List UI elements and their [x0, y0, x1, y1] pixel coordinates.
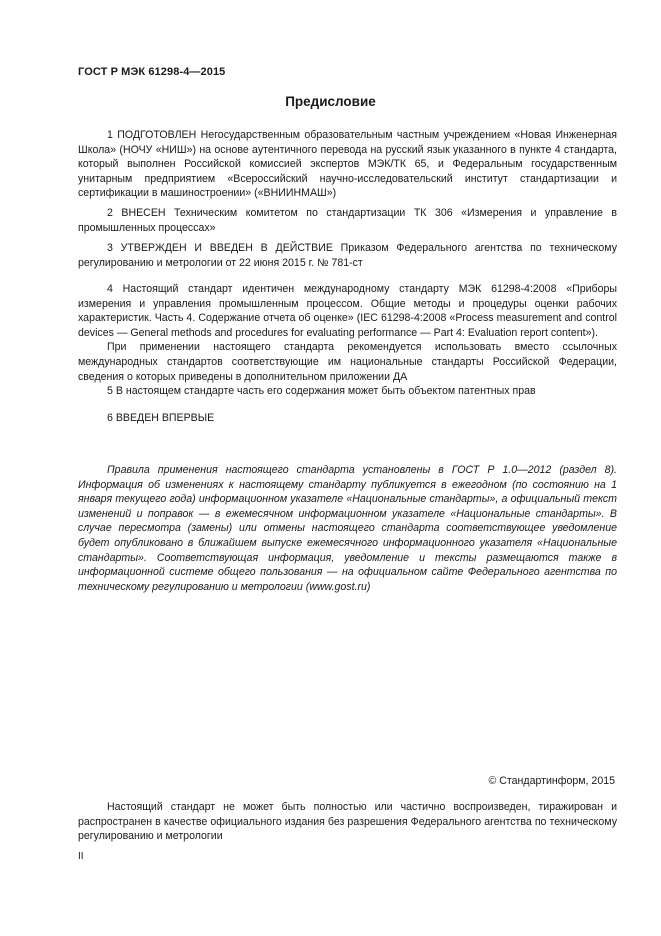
- reproduction-notice-text: Настоящий стандарт не может быть полностью или частично воспроизведен, тиражирован и распространен в качестве официального издания без разрешения Федерального агентства по техническому регулированию и метрологии: [78, 801, 617, 843]
- foreword-item-6: [78, 411, 617, 426]
- copyright: © Стандартинформ, 2015: [488, 775, 615, 787]
- item-text: 1 ПОДГОТОВЛЕН Негосударственным образовательным частным учреждением «Новая Инженерная Школа» (НОЧУ «НИШ») на основе аутентичного перевода на русский язык указанного в пункте 4 стандарта, который выполнен Российской комиссией экспертов МЭК/ТК 65, и Федеральным государственным унитарным предприятием «Всероссийский научно-исследовательский институт стандартизации и сертификации в машиностроении» («ВНИИНМАШ»): [78, 129, 617, 200]
- item-text: 2 ВНЕСЕН Техническим комитетом по стандартизации ТК 306 «Измерения и управление в промышленных процессах»: [78, 207, 617, 234]
- rules-notice: [78, 463, 617, 594]
- rules-notice-text: Правила применения настоящего стандарта установлены в ГОСТ Р 1.0—2012 (раздел 8). Информация об изменениях к настоящему стандарту публикуется в ежегодном (по состоянию на 1 января текущего года) информационном указателе «Национальные стандарты», а официальный текст изменений и поправок — в ежемесячном информационном указателе «Национальные стандарты». В случае пересмотра (замены) или отмены настоящего стандарта соответствующее уведомление будет опубликовано в ближайшем выпуске ежемесячного информационного указателя «Национальные стандарты». Соответствующая информация, уведомление и тексты размещаются также в информационной системе общего пользования — на официальном сайте Федерального агентства по техническому регулированию и метрологии (www.gost.ru): [78, 464, 617, 593]
- foreword-item-4: [78, 282, 617, 384]
- item-text: 5 В настоящем стандарте часть его содержания может быть объектом патентных прав: [107, 385, 536, 397]
- standard-id-header: ГОСТ Р МЭК 61298-4—2015: [78, 66, 226, 78]
- foreword-item-1: [78, 128, 617, 201]
- item-text: 3 УТВЕРЖДЕН И ВВЕДЕН В ДЕЙСТВИЕ Приказом Федерального агентства по техническому регулированию и метрологии от 22 июня 2015 г. № 781-ст: [78, 242, 617, 269]
- item-text: 4 Настоящий стандарт идентичен международному стандарту МЭК 61298-4:2008 «Приборы измерения и управления промышленным процессом. Общие методы и процедуры оценки рабочих характеристик. Часть 4. Содержание отчета об оценке» (IEC 61298-4:2008 «Process measurement and control devices — General methods and procedures for evaluating performance — Part 4: Evaluation report content»).: [78, 283, 617, 339]
- item-note: При применении настоящего стандарта рекомендуется использовать вместо ссылочных международных стандартов соответствующие им национальные стандарты Российской Федерации, сведения о которых приведены в дополнительном приложении ДА: [78, 341, 617, 383]
- reproduction-notice: [78, 800, 617, 844]
- page-number: II: [78, 851, 84, 862]
- foreword-item-2: [78, 206, 617, 235]
- foreword-item-5: [78, 384, 617, 399]
- item-text: 6 ВВЕДЕН ВПЕРВЫЕ: [107, 412, 215, 424]
- foreword-item-3: [78, 241, 617, 270]
- page-title: Предисловие: [285, 94, 376, 109]
